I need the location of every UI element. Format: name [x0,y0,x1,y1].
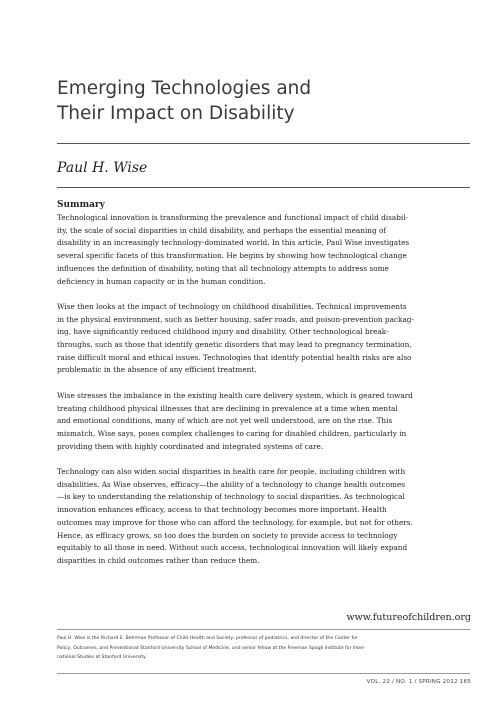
text-line: ity, the scale of social disparities in child disability, and perhaps the essential meaning of [57,225,387,235]
text-line: treating childhood physical illnesses that are declining in prevalence at a time when mental [57,403,398,413]
text-line: outcomes may improve for those who can afford the technology, for example, but not for others. [57,517,413,527]
footnote-line: Policy, Outcomes, and Preventionat Stanford University School of Medicine, and senior fellow at the Freeman Spogli Institute for Inter- [57,645,366,651]
text-line: problematic in the absence of any efficient treatment. [57,365,257,375]
text-line: influences the definition of disability, noting that all technology attempts to address some [57,263,389,273]
summary-paragraph-1 [57,212,470,288]
author-divider [57,187,470,188]
text-line: and emotional conditions, many of which are not yet well understood, are on the rise. This [57,416,393,426]
title-line-1: Emerging Technologies and [57,78,312,99]
article-title [57,76,477,126]
text-line: ing, have significantly reduced childhood injury and disability. Other technological break- [57,327,389,337]
author-footnote [57,634,470,663]
text-line: raise difficult moral and ethical issues. Technologies that identify potential health risks are also [57,352,412,362]
text-line: innovation enhances efficacy, access to that technology becomes more important. Health [57,505,387,515]
text-line: Technology can also widen social disparities in health care for people, including children with [57,467,406,477]
website-link[interactable]: www.futureofchildren.org [346,612,471,623]
text-line: Wise then looks at the impact of technology on childhood disabilities. Technical improvements [57,301,407,311]
summary-heading: Summary [57,200,105,210]
folio-divider [57,673,470,674]
text-line: several specific facets of this transformation. He begins by showing how technological change [57,251,407,261]
summary-paragraph-4 [57,466,470,568]
text-line: disabilities. As Wise observes, efficacy—the ability of a technology to change health outcomes [57,479,406,489]
page-folio: VOL. 22 / NO. 1 / SPRING 2012 165 [366,679,471,685]
text-line: equitably to all those in need. Without such access, technological innovation will likely expand [57,543,408,553]
footnote-line: Paul H. Wise is the Richard E. Behrman Professor of Child Health and Society, professor of pediatrics, and director of the Center for [57,636,358,641]
title-divider [57,143,470,144]
text-line: throughs, such as those that identify genetic disorders that may lead to pregnancy termination, [57,340,412,350]
text-line: disparities in child outcomes rather than reduce them. [57,555,260,565]
text-line: —is key to understanding the relationship of technology to social disparities. As technological [57,492,405,502]
text-line: disability in an increasingly technology-dominated world. In this article, Paul Wise investigates [57,238,410,248]
text-line: in the physical environment, such as better housing, safer roads, and poison-prevention packag- [57,314,414,324]
summary-paragraph-2 [57,301,470,377]
footnote-divider [57,629,470,630]
text-line: deficiency in human capacity or in the human condition. [57,276,266,286]
text-line: Wise stresses the imbalance in the existing health care delivery system, which is geared toward [57,390,413,400]
text-line: Technological innovation is transforming the prevalence and functional impact of child disabil- [57,213,408,222]
summary-paragraph-3 [57,390,470,454]
text-line: mismatch, Wise says, poses complex challenges to caring for disabled children, particularly in [57,428,407,438]
text-line: Hence, as efficacy grows, so too does the burden on society to provide access to technology [57,530,398,540]
footnote-line: national Studies at Stanford University. [57,655,147,660]
title-line-2: Their Impact on Disability [57,103,295,124]
author-name: Paul H. Wise [57,160,148,176]
text-line: providing them with highly coordinated and integrated systems of care. [57,441,324,451]
summary-body [57,212,470,580]
